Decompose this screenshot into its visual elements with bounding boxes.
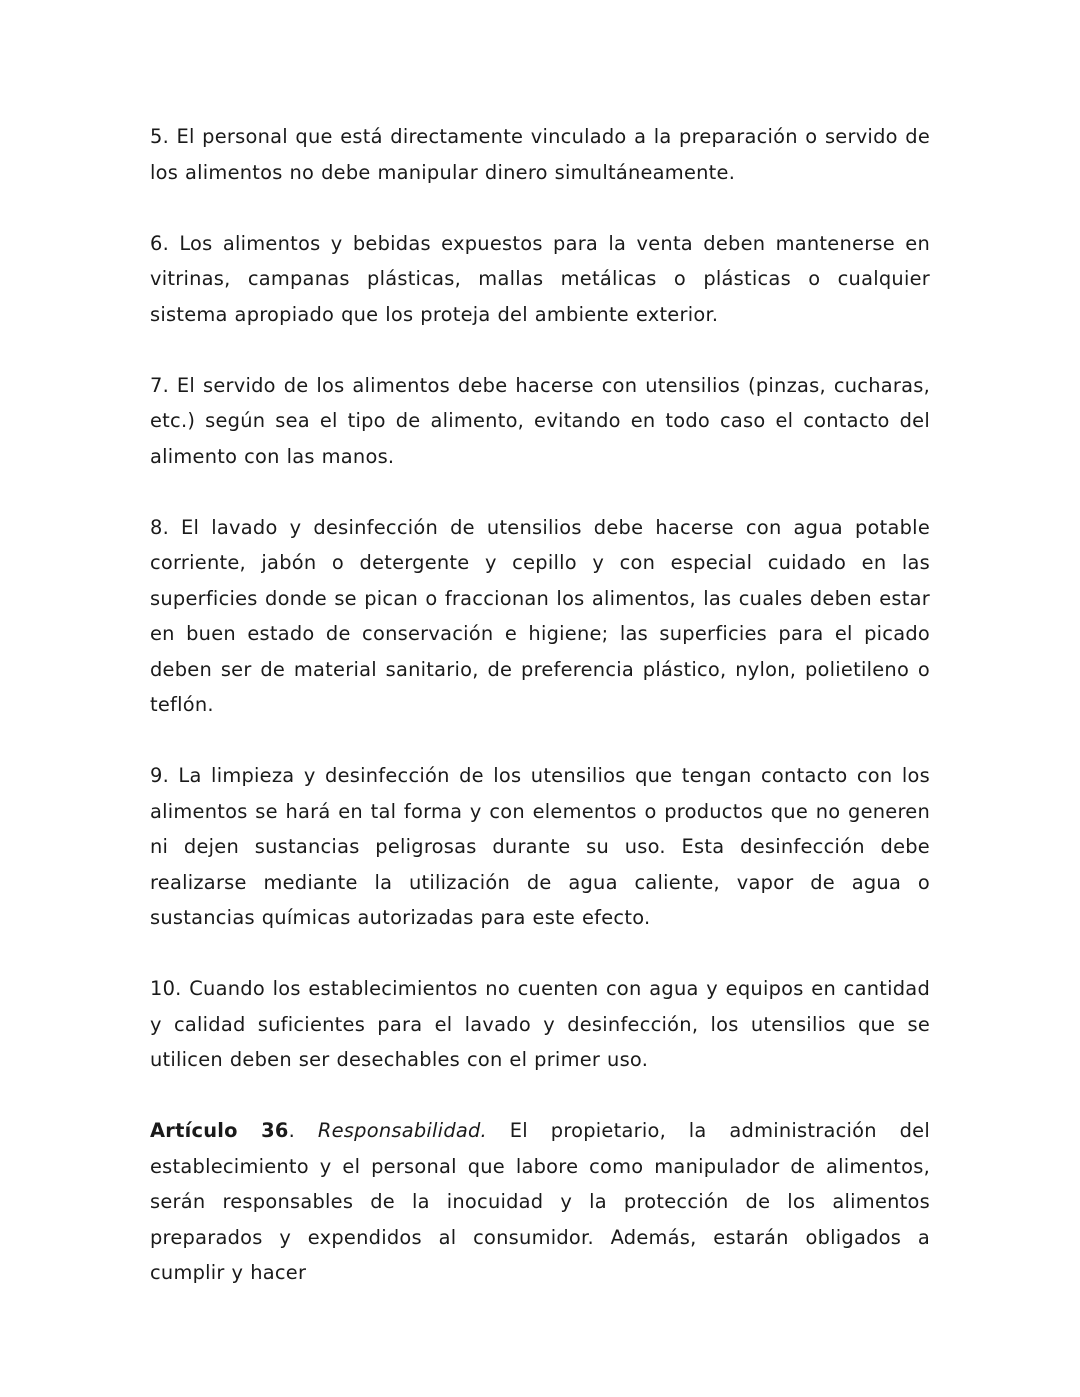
list-item-8: 8. El lavado y desinfección de utensilios debe hacerse con agua potable corriente, jabón o detergente y cepillo y con especial cuidado en las superficies donde se pican o fraccionan los alimentos, las cuales deben estar en buen estado de conservación e higiene; las superficies para el picado deben ser de material sanitario, de preferencia plástico, nylon, polietileno o teflón. bbox=[150, 515, 930, 716]
article-separator: . bbox=[288, 1119, 318, 1142]
list-item-10: 10. Cuando los establecimientos no cuenten con agua y equipos en cantidad y calidad suficientes para el lavado y desinfección, los utensilios que se utilicen deben ser desechables con el primer uso. bbox=[150, 977, 930, 1071]
list-item-9: 9. La limpieza y desinfección de los utensilios que tengan contacto con los alimentos se hará en tal forma y con elementos o productos que no generen ni dejen sustancias peligrosas durante su uso. Esta desinfección debe realizarse mediante la utilización de agua caliente, vapor de agua o sustancias químicas autorizadas para este efecto. bbox=[150, 764, 930, 929]
list-item-7: 7. El servido de los alimentos debe hacerse con utensilios (pinzas, cucharas, etc.) según sea el tipo de alimento, evitando en todo caso el contacto del alimento con las manos. bbox=[150, 373, 930, 468]
article-number: Artículo 36 bbox=[150, 1119, 289, 1142]
article-36 bbox=[150, 1113, 930, 1291]
document-page bbox=[150, 119, 930, 1291]
article-body: El propietario, la administración del establecimiento y el personal que labore como manipulador de alimentos, serán responsables de la inocuidad y la protección de los alimentos preparados y expendidos al consumidor. Además, estarán obligados a cumplir y hacer bbox=[150, 1119, 930, 1284]
list-item-6: 6. Los alimentos y bebidas expuestos para la venta deben mantenerse en vitrinas, campanas plásticas, mallas metálicas o plásticas o cualquier sistema apropiado que los proteja del ambiente exterior. bbox=[150, 231, 930, 326]
article-title: Responsabilidad. bbox=[317, 1119, 487, 1142]
list-item-5: 5. El personal que está directamente vinculado a la preparación o servido de los alimentos no debe manipular dinero simultáneamente. bbox=[150, 125, 930, 184]
